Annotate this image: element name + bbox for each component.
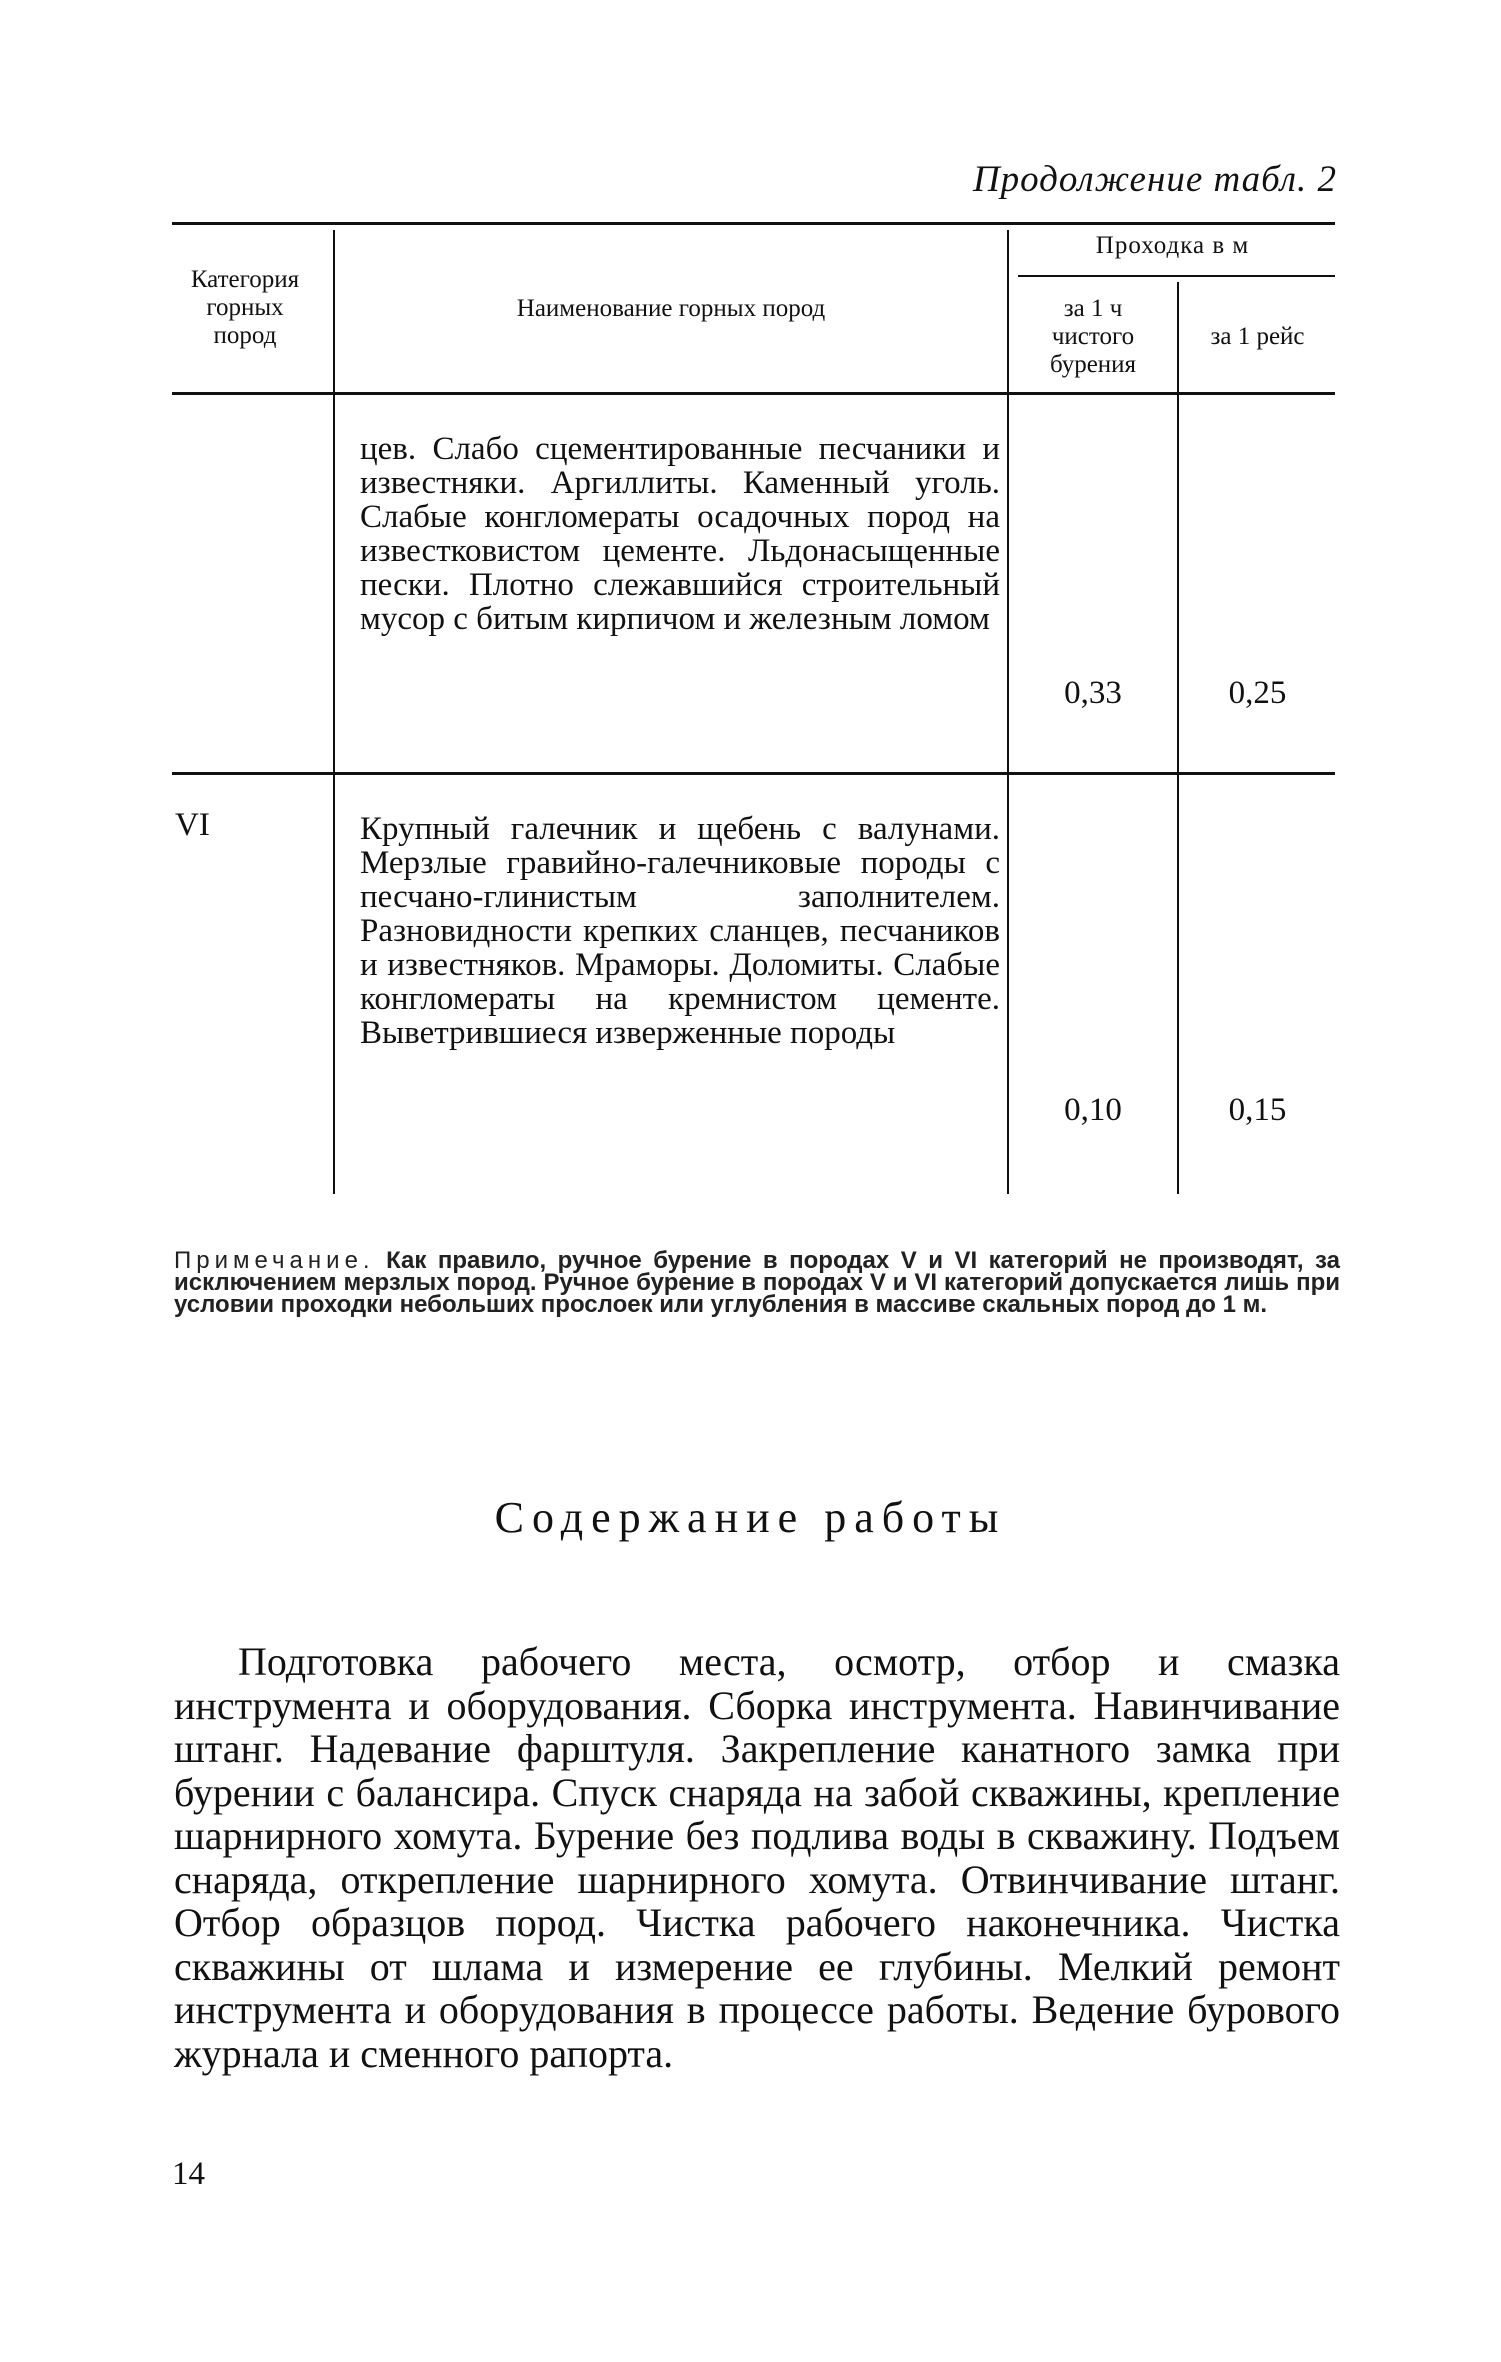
- note-lead: Примечание.: [174, 1247, 375, 1274]
- row-1-per-trip: 0,25: [1228, 675, 1287, 711]
- header-rock-name: Наименование горных пород: [516, 295, 826, 322]
- body-paragraph-text: Подготовка рабочего места, осмотр, отбор и смазка инструмента и оборудования. Сборка инструмента. Навинчивание штанг. Надевание фарштуля. Закрепление канатного замка при бурении с балансира. Спуск снаряда на забой скважины, крепление шарнирного хомута. Бурение без подлива воды в скважину. Подъем снаряда, открепление шарнирного хомута. Отвинчивание штанг. Отбор образцов пород. Чистка рабочего наконечника. Чистка скважины от шлама и измерение ее глубины. Мелкий ремонт инструмента и оборудования в процессе работы. Ведение бурового журнала и сменного рапорта.: [174, 1639, 1340, 2076]
- table-caption: Продолжение табл. 2: [972, 159, 1337, 200]
- header-per-hour-line-1: за 1 ч: [1063, 295, 1123, 322]
- header-inner-rule: [1018, 275, 1335, 277]
- header-per-trip: за 1 рейс: [1210, 323, 1305, 350]
- header-per-hour-line-2: чистого: [1051, 323, 1135, 350]
- table-top-rule: [172, 222, 1335, 225]
- col-divider-3: [1177, 282, 1179, 1194]
- header-bottom-rule: [172, 392, 1335, 395]
- col-divider-1: [333, 230, 335, 1194]
- col-divider-2: [1007, 230, 1009, 1194]
- header-category-line-2: горных: [206, 294, 284, 321]
- row-1-description: цев. Слабо сцементированные песчаники и известняки. Аргиллиты. Каменный уголь. Слабые конгломераты осадочных пород на известковистом цементе. Льдонасыщенные пески. Плотно слежавшийся строительный мусор с битым кирпичом и железным ломом: [360, 431, 1000, 637]
- header-category: [160, 266, 330, 350]
- table-note: [174, 1247, 1340, 1318]
- section-title: Содержание работы: [494, 1493, 1007, 1542]
- header-category-line-1: Категория: [190, 266, 300, 293]
- row-2-per-trip: 0,15: [1228, 1092, 1287, 1128]
- row-2-description: Крупный галечник и щебень с валунами. Мерзлые гравийно-галечниковые породы с песчано-глинистым заполнителем. Разновидности крепких сланцев, песчаников и известняков. Мраморы. Доломиты. Слабые конгломераты на кремнистом цементе. Выветрившиеся изверженные породы: [360, 811, 1000, 1051]
- note-text: Как правило, ручное бурение в породах V и VI категорий не производят, за исключением мерзлых пород. Ручное бурение в породах V и VI категорий допускается лишь при условии проходки небольших прослоек или углубления в массиве скальных пород до 1 м.: [174, 1247, 1340, 1318]
- body-paragraph: [174, 1640, 1340, 2075]
- header-penetration: Проходка в м: [1095, 232, 1250, 259]
- header-category-line-3: пород: [213, 322, 277, 349]
- header-per-hour: [1010, 295, 1176, 379]
- row-2-per-hour: 0,10: [1064, 1092, 1122, 1128]
- page-number: 14: [172, 2156, 205, 2192]
- header-per-hour-line-3: бурения: [1049, 351, 1137, 378]
- row-1-per-hour: 0,33: [1064, 675, 1122, 711]
- row-divider-rule: [172, 772, 1335, 775]
- row-2-category: VI: [175, 807, 210, 843]
